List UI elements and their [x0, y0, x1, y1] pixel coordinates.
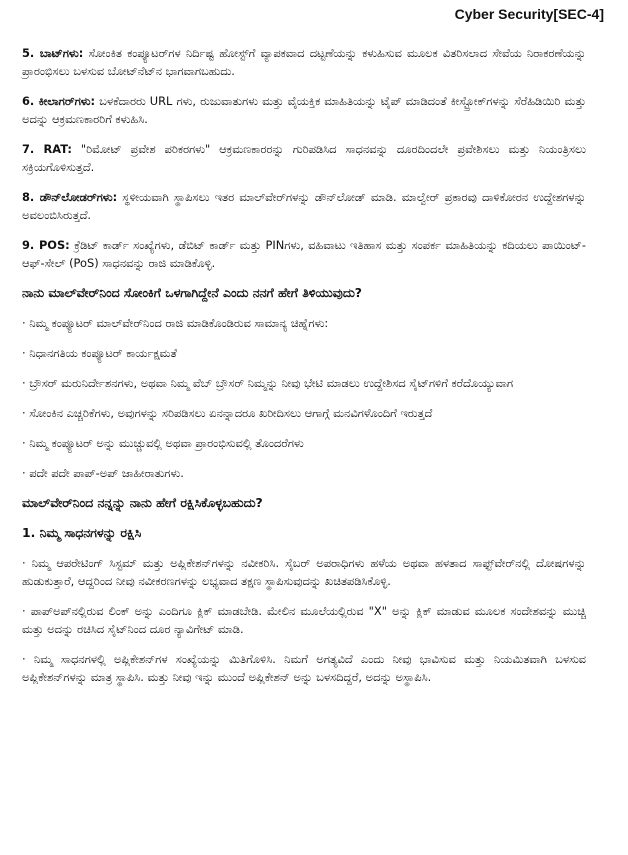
page-header-title: Cyber Security[SEC-4] — [454, 6, 604, 22]
item-text: ಕ್ರೆಡಿಟ್ ಕಾರ್ಡ್ ಸಂಖ್ಯೆಗಳು, ಡೆಬಿಟ್ ಕಾರ್ಡ್ ಮತ್ತು PINಗಳು, ವಹಿವಾಟು ಇತಿಹಾಸ ಮತ್ತು ಸಂಪರ್ಕ ಮಾಹಿತಿಯನ್ನು ಕದಿಯಲು ಪಾಯಿಂಟ್-ಆಫ್-ಸೇಲ್ (PoS) ಸಾಧನವನ್ನು ರಾಜಿ ಮಾಡಿಕೊಳ್ಳಿ. — [22, 238, 586, 270]
protect-item: · ನಿಮ್ಮ ಸಾಧನಗಳಲ್ಲಿ ಅಪ್ಲಿಕೇಶನ್‌ಗಳ ಸಂಖ್ಯೆಯನ್ನು ಮಿತಿಗೊಳಿಸಿ. ನಿಮಗೆ ಅಗತ್ಯವಿದೆ ಎಂದು ನೀವು ಭಾವಿಸುವ ಮತ್ತು ನಿಯಮಿತವಾಗಿ ಬಳಸುವ ಅಪ್ಲಿಕೇಶನ್‌ಗಳನ್ನು ಮಾತ್ರ ಸ್ಥಾಪಿಸಿ. ಮತ್ತು ನೀವು ಇನ್ನು ಮುಂದೆ ಅಪ್ಲಿಕೇಶನ್ ಅನ್ನು ಬಳಸದಿದ್ದರೆ, ಅದನ್ನು ಅಸ್ಥಾಪಿಸಿ. — [22, 652, 586, 684]
item-label: 9. POS: — [22, 238, 70, 252]
protect-item: · ನಿಮ್ಮ ಆಪರೇಟಿಂಗ್ ಸಿಸ್ಟಮ್ ಮತ್ತು ಅಪ್ಲಿಕೇಶನ್‌ಗಳನ್ನು ನವೀಕರಿಸಿ. ಸೈಬರ್ ಅಪರಾಧಿಗಳು ಹಳೆಯ ಅಥವಾ ಹಳತಾದ ಸಾಫ್ಟ್‌ವೇರ್‌ನಲ್ಲಿ ದೋಷಗಳನ್ನು ಹುಡುಕುತ್ತಾರೆ, ಆದ್ದರಿಂದ ನೀವು ನವೀಕರಣಗಳನ್ನು ಲಭ್ಯವಾದ ತಕ್ಷಣ ಸ್ಥಾಪಿಸುವುದನ್ನು ಖಚಿತಪಡಿಸಿಕೊಳ್ಳಿ. — [22, 556, 586, 588]
document-body — [22, 44, 586, 698]
sign-item: · ನಿಮ್ಮ ಕಂಪ್ಯೂಟರ್ ಅನ್ನು ಮುಚ್ಚುವಲ್ಲಿ ಅಥವಾ ಪ್ರಾರಂಭಿಸುವಲ್ಲಿ ತೊಂದರೆಗಳು — [22, 436, 304, 450]
list-item-pos — [22, 236, 586, 272]
sign-item: · ನಿಧಾನಗತಿಯ ಕಂಪ್ಯೂಟರ್ ಕಾರ್ಯಕ್ಷಮತೆ — [22, 346, 177, 360]
item-label: 7. RAT: — [22, 142, 72, 156]
list-item-bots — [22, 44, 586, 80]
item-text: ಬಳಕೆದಾರರು URL ಗಳು, ರುಜುವಾತುಗಳು ಮತ್ತು ವೈಯಕ್ತಿಕ ಮಾಹಿತಿಯನ್ನು ಟೈಪ್ ಮಾಡಿದಂತೆ ಕೀಸ್ಟ್ರೋಕ್‌ಗಳನ್ನು ಸೆರೆಹಿಡಿಯಿರಿ ಮತ್ತು ಅದನ್ನು ಆಕ್ರಮಣಕಾರರಿಗೆ ಕಳುಹಿಸಿ. — [22, 94, 586, 126]
sign-item: · ನಿಮ್ಮ ಕಂಪ್ಯೂಟರ್ ಮಾಲ್‌ವೇರ್‌ನಿಂದ ರಾಜಿ ಮಾಡಿಕೊಂಡಿರುವ ಸಾಮಾನ್ಯ ಚಿಹ್ನೆಗಳು: — [22, 316, 329, 330]
sign-item: · ಬ್ರೌಸರ್ ಮರುನಿರ್ದೇಶನಗಳು, ಅಥವಾ ನಿಮ್ಮ ವೆಬ್ ಬ್ರೌಸರ್ ನಿಮ್ಮನ್ನು ನೀವು ಭೇಟಿ ಮಾಡಲು ಉದ್ದೇಶಿಸದ ಸೈಟ್‌ಗಳಿಗೆ ಕರೆದೊಯ್ಯುವಾಗ — [22, 376, 514, 390]
item-label: 5. ಬಾಟ್‌ಗಳು: — [22, 46, 84, 60]
item-text: ಸೋಂಕಿತ ಕಂಪ್ಯೂಟರ್‌ಗಳ ನಿರ್ದಿಷ್ಟ ಹೋಸ್ಟ್‌ಗೆ ವ್ಯಾಪಕವಾದ ದಟ್ಟಣೆಯನ್ನು ಕಳುಹಿಸುವ ಮೂಲಕ ವಿತರಿಸಲಾದ ಸೇವೆಯ ನಿರಾಕರಣೆಯನ್ನು ಪ್ರಾರಂಭಿಸಲು ಬಳಸುವ ಬೋಟ್‌ನೆಟ್‌ನ ಭಾಗವಾಗಬಹುದು. — [22, 46, 586, 78]
list-item-rat — [22, 140, 586, 176]
section-heading-infection: ನಾನು ಮಾಲ್‌ವೇರ್‌ನಿಂದ ಸೋಂಕಿಗೆ ಒಳಗಾಗಿದ್ದೇನೆ ಎಂದು ನನಗೆ ಹೇಗೆ ತಿಳಿಯುವುದು? — [22, 285, 362, 300]
item-label: 6. ಕೀಲಾಗರ್‌ಗಳು: — [22, 94, 96, 108]
item-text: "ರಿಮೋಟ್ ಪ್ರವೇಶ ಪರಿಕರಗಳು" ಆಕ್ರಮಣಕಾರರನ್ನು ಗುರಿಪಡಿಸಿದ ಸಾಧನವನ್ನು ದೂರದಿಂದಲೇ ಪ್ರವೇಶಿಸಲು ಮತ್ತು ನಿಯಂತ್ರಿಸಲು ಸಕ್ರಿಯಗೊಳಿಸುತ್ತದೆ. — [22, 142, 586, 174]
sign-item: · ಪದೇ ಪದೇ ಪಾಪ್-ಅಪ್ ಜಾಹೀರಾತುಗಳು. — [22, 466, 184, 480]
subheading-protect-devices: 1. ನಿಮ್ಮ ಸಾಧನಗಳನ್ನು ರಕ್ಷಿಸಿ — [22, 525, 142, 540]
item-label: 8. ಡೌನ್‌ಲೋಡರ್‌ಗಳು: — [22, 190, 118, 204]
sign-item: · ಸೋಂಕಿನ ಎಚ್ಚರಿಕೆಗಳು, ಅವುಗಳನ್ನು ಸರಿಪಡಿಸಲು ಏನನ್ನಾದರೂ ಖರೀದಿಸಲು ಆಗಾಗ್ಗೆ ಮನವಿಗಳೊಂದಿಗೆ ಇರುತ್ತದೆ — [22, 406, 433, 420]
protect-item: · ಪಾಪ್‌ಅಪ್‌ನಲ್ಲಿರುವ ಲಿಂಕ್ ಅನ್ನು ಎಂದಿಗೂ ಕ್ಲಿಕ್ ಮಾಡಬೇಡಿ. ಮೇಲಿನ ಮೂಲೆಯಲ್ಲಿರುವ "X" ಅನ್ನು ಕ್ಲಿಕ್ ಮಾಡುವ ಮೂಲಕ ಸಂದೇಶವನ್ನು ಮುಚ್ಚಿ ಮತ್ತು ಅದನ್ನು ರಚಿಸಿದ ಸೈಟ್‌ನಿಂದ ದೂರ ನ್ಯಾವಿಗೇಟ್ ಮಾಡಿ. — [22, 604, 586, 636]
list-item-downloaders — [22, 188, 586, 224]
item-text: ಸ್ಥಳೀಯವಾಗಿ ಸ್ಥಾಪಿಸಲು ಇತರ ಮಾಲ್‌ವೇರ್‌ಗಳನ್ನು ಡೌನ್‌ಲೋಡ್ ಮಾಡಿ. ಮಾಲ್ವೇರ್ ಪ್ರಕಾರವು ದಾಳಿಕೋರನ ಉದ್ದೇಶಗಳನ್ನು ಅವಲಂಬಿಸಿರುತ್ತದೆ. — [22, 190, 586, 222]
section-heading-protection: ಮಾಲ್‌ವೇರ್‌ನಿಂದ ನನ್ನನ್ನು ನಾನು ಹೇಗೆ ರಕ್ಷಿಸಿಕೊಳ್ಳಬಹುದು? — [22, 495, 263, 510]
list-item-keyloggers — [22, 92, 586, 128]
